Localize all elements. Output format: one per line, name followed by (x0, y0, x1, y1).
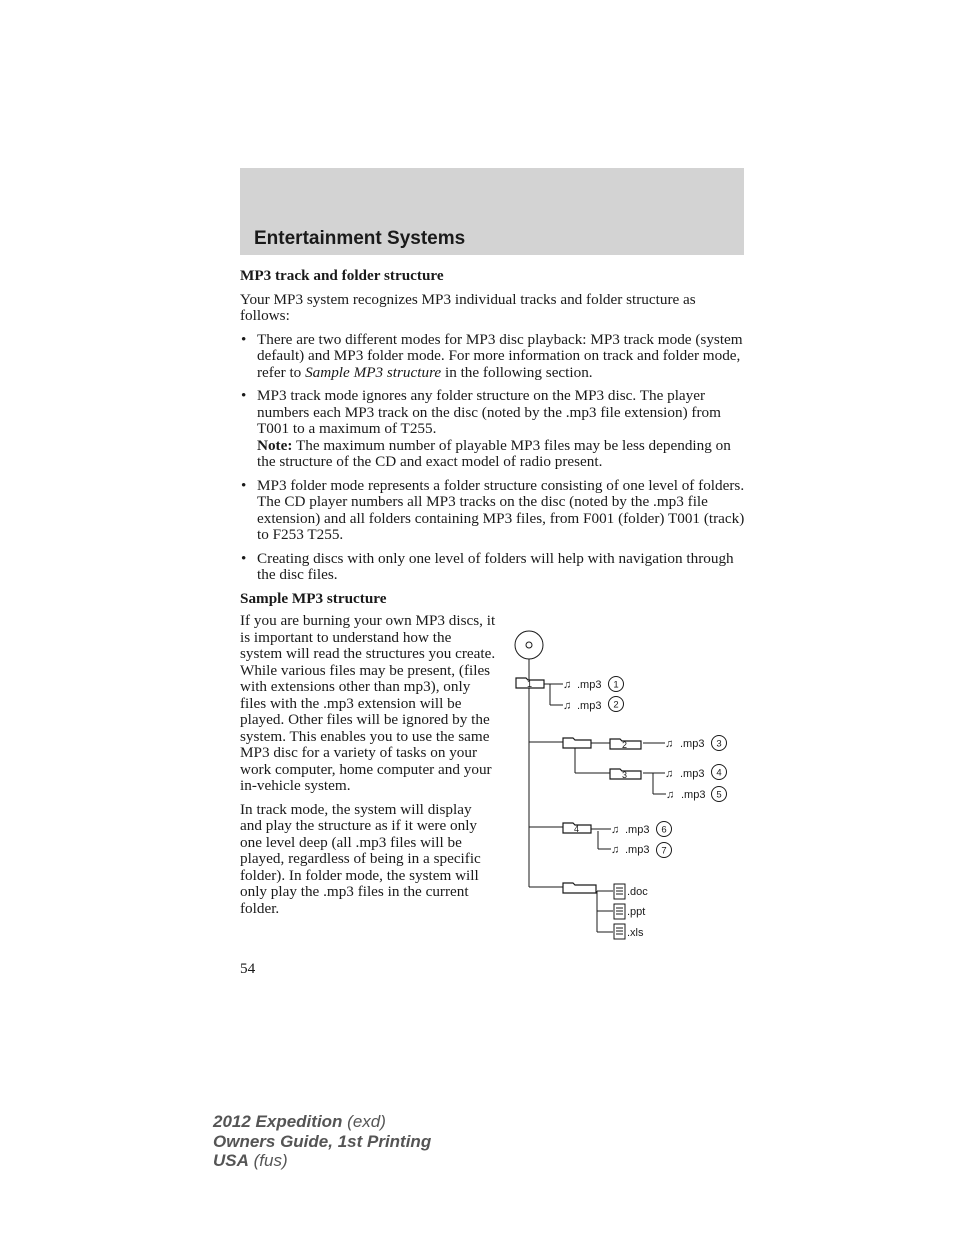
document-footer (213, 1112, 431, 1171)
file-ext: .ppt (627, 906, 646, 918)
footer-market-code: (fus) (248, 1151, 288, 1170)
bullet-text: in the following section. (441, 363, 593, 381)
track-ext: .mp3 (680, 738, 705, 750)
music-note-icon: ♫ (563, 700, 572, 712)
music-note-icon: ♫ (563, 679, 572, 691)
track-ext: .mp3 (625, 844, 650, 856)
sample-paragraph-2: In track mode, the system will display and play the structure as if it were only one level deep (all .mp3 files will be played, regardless of being in a specific folder). In folder mode, the system will only play the .mp3 files in the current folder. (240, 800, 481, 917)
track-ext: .mp3 (577, 700, 602, 712)
sample-paragraph-1: If you are burning your own MP3 discs, it is important to understand how the system will read the structures you create. While various files may be present, (files with extensions other than mp3), only files with the .mp3 extension will be played. Other files will be ignored by the system. This enables you to use the same MP3 disc for a variety of tasks on your work computer, home computer and your in-vehicle system. (240, 612, 496, 794)
footer-model: 2012 Expedition (213, 1112, 343, 1131)
folder-label: 4 (574, 824, 580, 834)
folder-label: 3 (622, 770, 628, 780)
cross-reference: Sample MP3 structure (305, 363, 442, 381)
heading-mp3-track-folder: MP3 track and folder structure (240, 267, 444, 284)
track-number: 3 (716, 738, 722, 750)
bullet-list (240, 332, 745, 584)
track-number: 1 (613, 679, 619, 691)
music-note-icon: ♫ (611, 844, 620, 856)
track-ext: .mp3 (680, 768, 705, 780)
track-ext: .mp3 (625, 824, 650, 836)
music-note-icon: ♫ (665, 768, 674, 780)
music-note-icon: ♫ (665, 738, 674, 750)
section-title: Entertainment Systems (254, 228, 466, 249)
track-number: 2 (613, 699, 619, 711)
track-ext: .mp3 (577, 679, 602, 691)
folder-icon (563, 883, 596, 893)
disc-hole (526, 642, 532, 648)
footer-market: USA (213, 1151, 249, 1170)
sample-text-column (240, 613, 496, 917)
note-text: The maximum number of playable MP3 files may be less depending on the structure of the CD and exact model of radio present. (257, 436, 731, 470)
mp3-structure-diagram (505, 625, 745, 945)
track-number: 4 (716, 767, 722, 779)
file-ext: .xls (627, 927, 644, 939)
file-ext: .doc (627, 886, 648, 898)
page-number: 54 (240, 960, 256, 977)
footer-guide: Owners Guide, 1st Printing (213, 1131, 432, 1151)
intro-paragraph: Your MP3 system recognizes MP3 individual tracks and folder structure as follows: (240, 290, 696, 324)
note-label: Note: (257, 436, 293, 454)
footer-model-code: (exd) (342, 1112, 386, 1131)
track-number: 6 (661, 824, 667, 836)
bullet-item (240, 332, 745, 382)
bullet-text: MP3 track mode ignores any folder structure on the MP3 disc. The player numbers each MP3 track on the disc (noted by the .mp3 file extension) from T001 to a maximum of T255. (257, 387, 721, 437)
music-note-icon: ♫ (666, 789, 675, 801)
track-ext: .mp3 (681, 789, 706, 801)
folder-label: 2 (622, 740, 628, 750)
folder-label: 1 (527, 679, 533, 689)
heading-sample-mp3: Sample MP3 structure (240, 589, 387, 607)
bullet-item (240, 388, 745, 471)
disc-icon (515, 631, 543, 659)
bullet-text: There are two different modes for MP3 disc playback: MP3 track mode (system default) and MP3 folder mode. For more information on track and folder mode, refer to (257, 330, 743, 381)
folder-icon (563, 738, 591, 748)
track-number: 7 (661, 845, 667, 857)
bullet-item: • MP3 folder mode represents a folder structure consisting of one level of folders. The CD player numbers all MP3 tracks on the disc (noted by the .mp3 file extension) and all folders containing MP3 files, from F001 (folder) T001 (track) to F253 T255. (240, 478, 745, 544)
track-number: 5 (716, 789, 722, 801)
music-note-icon: ♫ (611, 824, 620, 836)
bullet-item: • Creating discs with only one level of folders will help with navigation through the disc files. (240, 551, 745, 584)
